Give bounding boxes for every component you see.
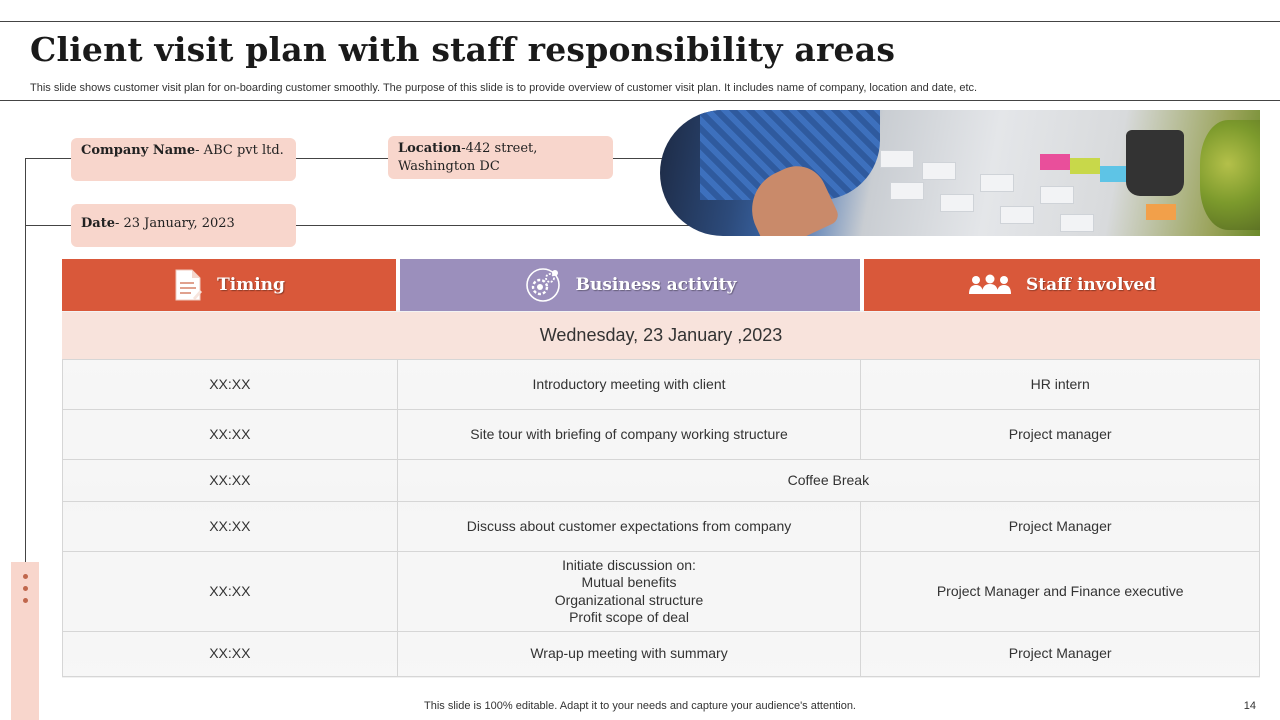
table-row: [63, 410, 1260, 460]
date-box: [71, 204, 296, 247]
decor-dot: [23, 574, 28, 579]
table-row: [63, 502, 1260, 552]
connector-vertical-line: [25, 158, 26, 580]
date-label: Date: [81, 216, 115, 231]
activity-line: Profit scope of deal: [569, 609, 689, 625]
timing-cell: XX:XX: [63, 502, 398, 552]
activity-line: Mutual benefits: [581, 574, 677, 590]
photo-note: [1060, 214, 1094, 232]
photo-pen-cup: [1126, 130, 1184, 196]
activity-line: Organizational structure: [554, 591, 704, 608]
connector-line-location: [296, 158, 388, 159]
activity-cell-merged: Coffee Break: [397, 460, 1259, 502]
document-icon: [173, 268, 203, 302]
date-value: - 23 January, 2023: [114, 216, 235, 231]
top-rule: [0, 21, 1280, 22]
table-row: [63, 632, 1260, 677]
staff-cell: Project Manager and Finance executive: [861, 552, 1260, 632]
decor-dot: [23, 598, 28, 603]
header-business-activity: [400, 259, 860, 311]
photo-note: [1000, 206, 1034, 224]
company-value: - ABC pvt ltd.: [195, 143, 284, 158]
photo-plant: [1200, 120, 1260, 230]
people-icon: [968, 274, 1012, 296]
visit-date-band: Wednesday, 23 January ,2023: [62, 312, 1260, 359]
subtitle-rule: [0, 100, 1280, 101]
staff-cell: Project Manager: [861, 502, 1260, 552]
slide-title: Client visit plan with staff responsibility areas: [30, 30, 896, 69]
header-business-activity-label: Business activity: [575, 275, 737, 295]
office-desk-photo: [660, 110, 1260, 236]
timing-cell: XX:XX: [63, 460, 398, 502]
activity-cell: Introductory meeting with client: [397, 360, 861, 410]
location-value: -442 street, Washington DC: [398, 141, 538, 174]
photo-sticky-note: [1146, 204, 1176, 220]
activity-cell: Site tour with briefing of company working structure: [397, 410, 861, 460]
photo-sticky-note: [1040, 154, 1070, 170]
location-label: Location: [398, 141, 462, 156]
timing-cell: XX:XX: [63, 360, 398, 410]
photo-sticky-note: [1070, 158, 1100, 174]
slide-subtitle: This slide shows customer visit plan for on-boarding customer smoothly. The purpose of this slide is to provide overview of customer visit plan. It includes name of company, location and date, etc.: [30, 82, 978, 94]
photo-note: [922, 162, 956, 180]
photo-note: [1040, 186, 1074, 204]
timing-cell: XX:XX: [63, 632, 398, 677]
connector-line-date: [25, 225, 71, 226]
connector-line-company: [25, 158, 71, 159]
connector-line-photo: [613, 158, 663, 159]
activity-cell: Discuss about customer expectations from company: [397, 502, 861, 552]
header-staff-involved-label: Staff involved: [1025, 275, 1157, 295]
company-name-box: [71, 138, 296, 181]
staff-cell: Project manager: [861, 410, 1260, 460]
location-box: [388, 136, 613, 179]
decor-dot: [23, 586, 28, 591]
photo-note: [980, 174, 1014, 192]
photo-note: [890, 182, 924, 200]
footer-note: This slide is 100% editable. Adapt it to your needs and capture your audience's attention.: [424, 700, 856, 712]
staff-cell: Project Manager: [861, 632, 1260, 677]
table-row: [63, 360, 1260, 410]
table-row: [63, 460, 1260, 502]
header-timing-label: Timing: [217, 275, 285, 295]
visit-schedule-table: [62, 359, 1260, 677]
connector-line-date-right: [296, 225, 696, 226]
activity-cell: [397, 552, 861, 632]
header-timing: [62, 259, 396, 311]
table-row: [63, 552, 1260, 632]
activity-cell: Wrap-up meeting with summary: [397, 632, 861, 677]
page-number: 14: [1243, 700, 1256, 712]
staff-cell: HR intern: [861, 360, 1260, 410]
gear-icon: [524, 266, 562, 304]
photo-note: [880, 150, 914, 168]
timing-cell: XX:XX: [63, 410, 398, 460]
photo-note: [940, 194, 974, 212]
timing-cell: XX:XX: [63, 552, 398, 632]
header-staff-involved: [864, 259, 1260, 311]
company-label: Company Name: [81, 143, 196, 158]
activity-line: Initiate discussion on:: [562, 556, 696, 573]
